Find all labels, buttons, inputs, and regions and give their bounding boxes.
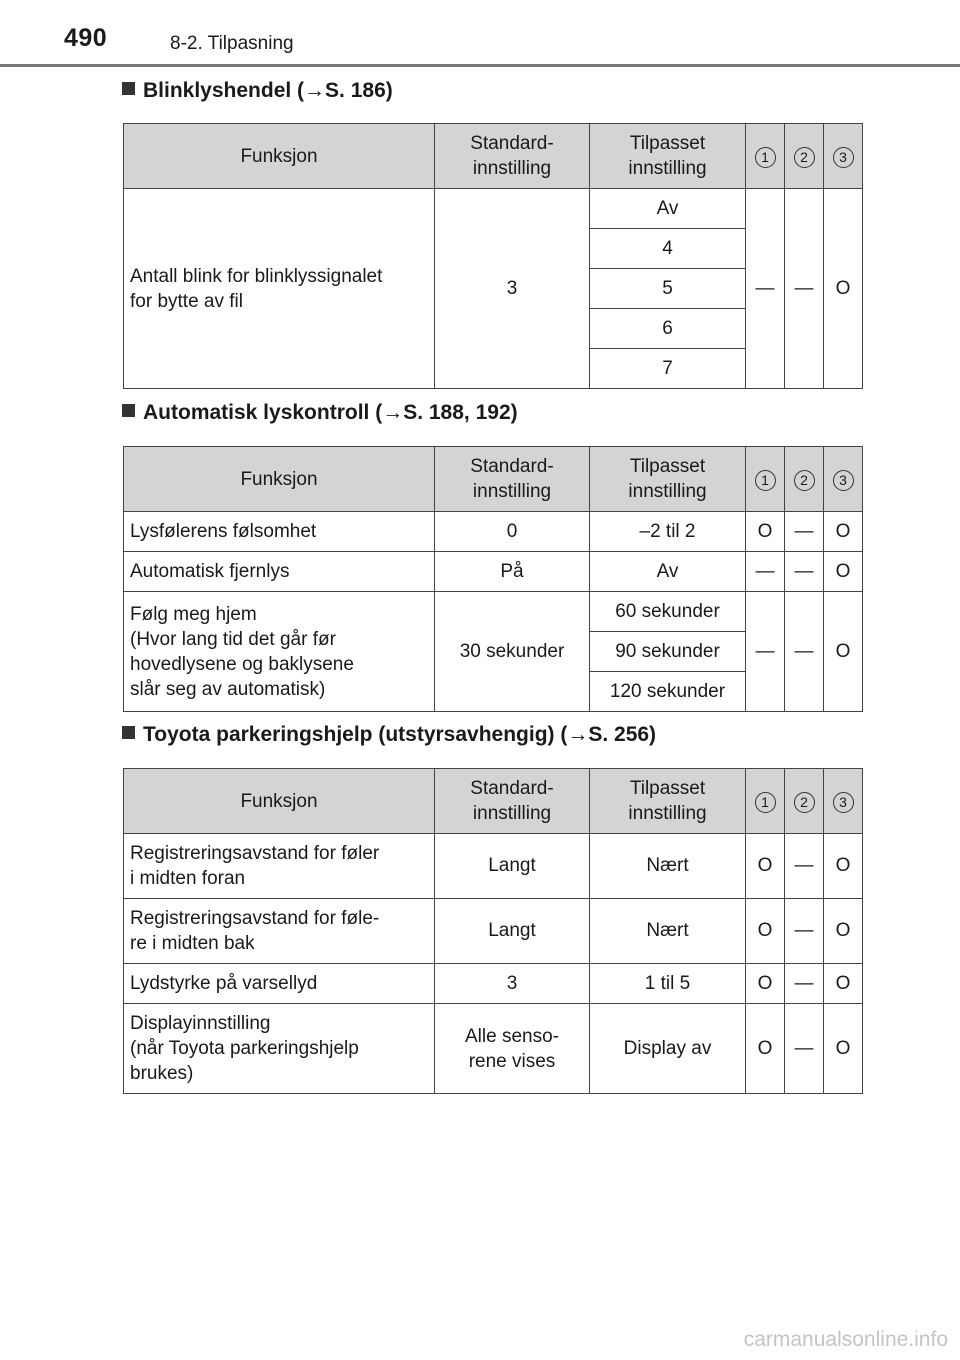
cell-method-1: O (746, 964, 785, 1004)
table-row (124, 964, 863, 1004)
cell-method-2: — (785, 834, 824, 899)
cell-function: Automatisk fjernlys (124, 552, 435, 592)
heading-text: Blinklyshendel (→S. 186) (143, 79, 393, 102)
heading-text: Toyota parkeringshjelp (utstyrsavhengig) (→S. 256) (143, 723, 657, 746)
section-heading-turn-signal (122, 79, 393, 103)
cell-custom: Nært (590, 834, 746, 899)
cell-function: Lysfølerens følsomhet (124, 512, 435, 552)
heading-text: Automatisk lyskontroll (→S. 188, 192) (143, 401, 518, 424)
cell-custom: Display av (590, 1004, 746, 1094)
table-auto-light (123, 446, 863, 712)
header-function: Funksjon (124, 124, 435, 189)
cell-method-1: O (746, 1004, 785, 1094)
cell-method-3: O (824, 189, 863, 389)
cell-method-2: — (785, 189, 824, 389)
cell-custom: 7 (590, 349, 746, 389)
cell-standard: 30 sekunder (435, 592, 590, 712)
cell-standard: På (435, 552, 590, 592)
table-row (124, 189, 863, 229)
header-method-1 (746, 447, 785, 512)
cell-method-3: O (824, 1004, 863, 1094)
header-function: Funksjon (124, 769, 435, 834)
cell-custom: Nært (590, 899, 746, 964)
cell-standard: 3 (435, 189, 590, 389)
cell-method-3: O (824, 899, 863, 964)
cell-custom: 120 sekunder (590, 672, 746, 712)
cell-method-1: O (746, 899, 785, 964)
circled-2-icon: 2 (794, 792, 815, 813)
cell-method-2: — (785, 899, 824, 964)
cell-method-3: O (824, 552, 863, 592)
cell-method-2: — (785, 552, 824, 592)
cell-method-3: O (824, 834, 863, 899)
cell-function: Lydstyrke på varsellyd (124, 964, 435, 1004)
header-method-3 (824, 124, 863, 189)
table-header-row (124, 769, 863, 834)
bullet-square-icon (122, 404, 135, 417)
table-parking-assist (123, 768, 863, 1094)
cell-standard: Langt (435, 834, 590, 899)
header-standard: Standard- innstilling (435, 447, 590, 512)
table-header-row (124, 124, 863, 189)
cell-method-1: O (746, 834, 785, 899)
header-method-1 (746, 769, 785, 834)
header-custom: Tilpasset innstilling (590, 124, 746, 189)
table-row (124, 834, 863, 899)
table-row (124, 552, 863, 592)
cell-method-2: — (785, 964, 824, 1004)
cell-function: Displayinnstilling (når Toyota parkeringshjelp brukes) (124, 1004, 435, 1094)
circled-1-icon: 1 (755, 147, 776, 168)
header-method-3 (824, 769, 863, 834)
circled-1-icon: 1 (755, 792, 776, 813)
cell-method-2: — (785, 592, 824, 712)
cell-custom: 90 sekunder (590, 632, 746, 672)
table-row (124, 512, 863, 552)
circled-3-icon: 3 (833, 147, 854, 168)
cell-custom: 4 (590, 229, 746, 269)
cell-custom: 6 (590, 309, 746, 349)
header-method-3 (824, 447, 863, 512)
section-heading-parking-assist (122, 723, 656, 747)
cell-function: Registreringsavstand for føle- re i midten bak (124, 899, 435, 964)
header-standard: Standard- innstilling (435, 769, 590, 834)
bullet-square-icon (122, 726, 135, 739)
cell-custom: Av (590, 552, 746, 592)
cell-standard: 0 (435, 512, 590, 552)
circled-3-icon: 3 (833, 470, 854, 491)
table-row (124, 1004, 863, 1094)
table-header-row (124, 447, 863, 512)
cell-standard: Langt (435, 899, 590, 964)
cell-custom: –2 til 2 (590, 512, 746, 552)
table-row (124, 592, 863, 632)
cell-method-1: — (746, 592, 785, 712)
cell-function: Registreringsavstand for føler i midten foran (124, 834, 435, 899)
cell-method-3: O (824, 592, 863, 712)
header-rule (0, 64, 960, 67)
cell-standard: Alle senso- rene vises (435, 1004, 590, 1094)
cell-function: Følg meg hjem (Hvor lang tid det går før hovedlysene og baklysene slår seg av automatisk) (124, 592, 435, 712)
header-method-2 (785, 447, 824, 512)
bullet-square-icon (122, 82, 135, 95)
cell-custom: 60 sekunder (590, 592, 746, 632)
cell-method-2: — (785, 1004, 824, 1094)
cell-method-3: O (824, 964, 863, 1004)
circled-2-icon: 2 (794, 147, 815, 168)
cell-custom: 5 (590, 269, 746, 309)
header-method-2 (785, 124, 824, 189)
cell-function: Antall blink for blinklyssignalet for bytte av fil (124, 189, 435, 389)
section-title: 8-2. Tilpasning (170, 33, 294, 54)
cell-method-1: — (746, 552, 785, 592)
page-number: 490 (64, 24, 108, 52)
circled-1-icon: 1 (755, 470, 776, 491)
header-custom: Tilpasset innstilling (590, 447, 746, 512)
cell-standard: 3 (435, 964, 590, 1004)
cell-custom: Av (590, 189, 746, 229)
cell-method-2: — (785, 512, 824, 552)
cell-method-3: O (824, 512, 863, 552)
header-function: Funksjon (124, 447, 435, 512)
header-custom: Tilpasset innstilling (590, 769, 746, 834)
table-turn-signal (123, 123, 863, 389)
header-method-2 (785, 769, 824, 834)
cell-method-1: — (746, 189, 785, 389)
header-standard: Standard- innstilling (435, 124, 590, 189)
watermark: carmanualsonline.info (743, 1328, 948, 1351)
circled-3-icon: 3 (833, 792, 854, 813)
cell-method-1: O (746, 512, 785, 552)
circled-2-icon: 2 (794, 470, 815, 491)
section-heading-auto-light (122, 401, 518, 425)
table-row (124, 899, 863, 964)
cell-custom: 1 til 5 (590, 964, 746, 1004)
header-method-1 (746, 124, 785, 189)
